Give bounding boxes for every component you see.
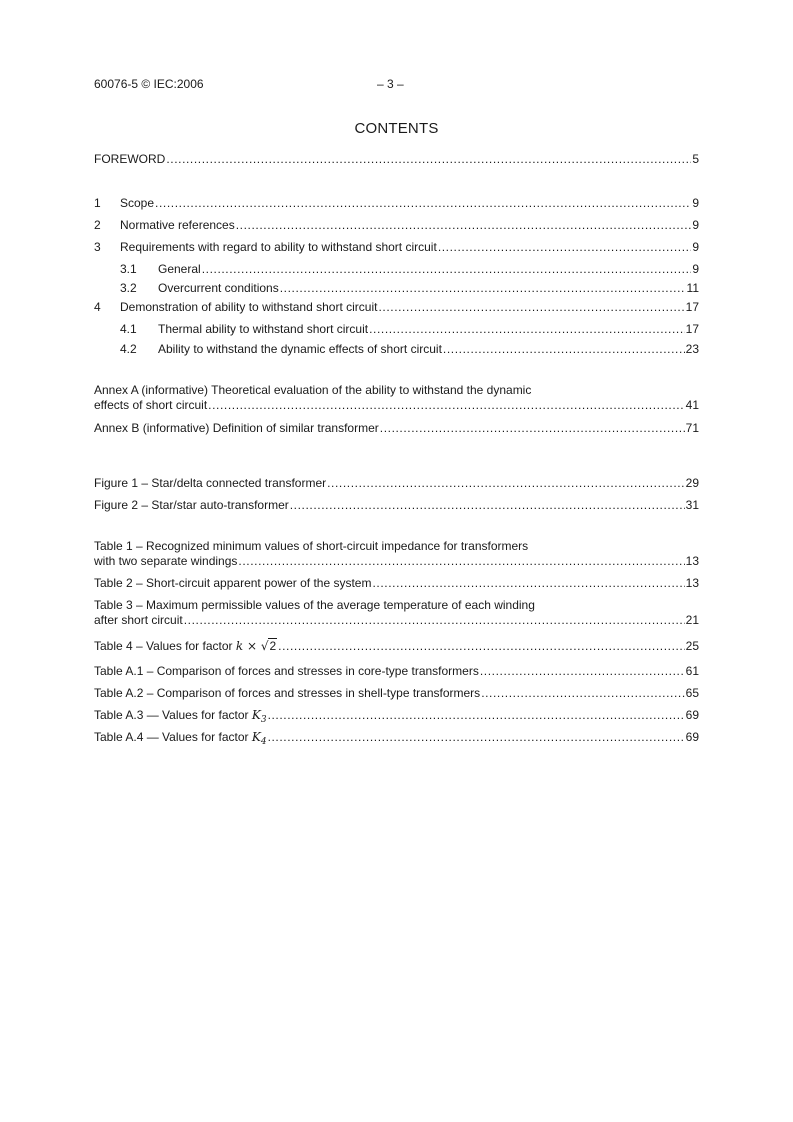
- page-number: – 3 –: [377, 77, 404, 91]
- sqrt-argument: 2: [269, 639, 277, 653]
- toc-entry-page: 31: [685, 498, 699, 512]
- toc-entry-label: [94, 639, 277, 654]
- toc-entry-label: Demonstration of ability to withstand short circuit: [120, 300, 378, 314]
- dot-leader: [372, 576, 684, 591]
- toc-entry-label: Annex B (informative) Definition of similar transformer: [94, 421, 379, 435]
- toc-entry-label: Ability to withstand the dynamic effects of short circuit: [158, 342, 442, 356]
- toc-entry-table[interactable]: [94, 708, 699, 723]
- toc-entry-page: 69: [685, 730, 699, 744]
- dot-leader: [268, 708, 685, 723]
- math-variable-k: k: [235, 639, 244, 653]
- toc-entry-label: Requirements with regard to ability to withstand short circuit: [120, 240, 437, 254]
- toc-entry-page: 17: [685, 300, 699, 314]
- multiply-symbol: ×: [243, 639, 261, 653]
- toc-entry-number: 2: [94, 218, 101, 232]
- toc-entry-page: 71: [685, 421, 699, 435]
- toc-entry-label: Scope: [120, 196, 155, 210]
- toc-entry-subsection[interactable]: [120, 322, 699, 337]
- dot-leader: [280, 281, 686, 296]
- toc-entry-page: 17: [685, 322, 699, 336]
- toc-entry-section[interactable]: [94, 196, 699, 211]
- dot-leader: [438, 240, 692, 255]
- dot-leader: [378, 300, 684, 315]
- toc-entry-page: 5: [692, 152, 699, 166]
- math-variable-K: K: [251, 730, 261, 744]
- page-title: CONTENTS: [354, 120, 439, 137]
- dot-leader: [238, 554, 684, 569]
- toc-entry-label: after short circuit: [94, 613, 183, 627]
- toc-entry-page: 21: [685, 613, 699, 627]
- dot-leader: [481, 686, 684, 701]
- toc-entry-label: Figure 2 – Star/star auto-transformer: [94, 498, 289, 512]
- toc-entry-page: 13: [685, 576, 699, 590]
- toc-entry-label-text: Table A.3 — Values for factor: [94, 708, 252, 722]
- toc-entry-table[interactable]: [94, 730, 699, 745]
- toc-entry-page: 9: [692, 240, 699, 254]
- toc-entry-label: with two separate windings: [94, 554, 238, 568]
- math-variable-K: K: [251, 708, 261, 722]
- toc-entry-table-1-line1: Table 1 – Recognized minimum values of short-circuit impedance for transformers: [94, 539, 529, 553]
- toc-entry-page: 65: [685, 686, 699, 700]
- toc-entry-page: 9: [692, 262, 699, 276]
- dot-leader: [327, 476, 685, 491]
- dot-leader: [202, 262, 692, 277]
- toc-entry-label: effects of short circuit: [94, 398, 208, 412]
- toc-entry-number: 3.1: [120, 262, 137, 276]
- dot-leader: [208, 398, 684, 413]
- toc-entry-annex-a-line1: Annex A (informative) Theoretical evaluation of the ability to withstand the dynamic: [94, 383, 532, 397]
- toc-entry-page: 25: [685, 639, 699, 653]
- toc-entry-page: 23: [685, 342, 699, 356]
- toc-entry-label: Table A.1 – Comparison of forces and stresses in core-type transformers: [94, 664, 479, 678]
- dot-leader: [443, 342, 685, 357]
- toc-entry-number: 3: [94, 240, 101, 254]
- toc-entry-table[interactable]: [94, 664, 699, 679]
- dot-leader: [184, 613, 685, 628]
- toc-entry-subsection[interactable]: [120, 262, 699, 277]
- dot-leader: [278, 639, 684, 654]
- toc-entry-figure[interactable]: [94, 476, 699, 491]
- dot-leader: [268, 730, 685, 745]
- dot-leader: [236, 218, 692, 233]
- toc-entry-label-text: Table A.4 — Values for factor: [94, 730, 252, 744]
- toc-entry-label: Figure 1 – Star/delta connected transformer: [94, 476, 327, 490]
- toc-entry-number: 4.1: [120, 322, 137, 336]
- toc-entry-section[interactable]: [94, 240, 699, 255]
- toc-entry-page: 69: [685, 708, 699, 722]
- toc-entry-page: 11: [686, 281, 699, 295]
- toc-entry-label: Normative references: [120, 218, 235, 232]
- toc-entry-page: 29: [685, 476, 699, 490]
- toc-entry-number: 4: [94, 300, 101, 314]
- toc-entry-foreword[interactable]: [94, 152, 699, 167]
- toc-entry-label: Table 2 – Short-circuit apparent power of the system: [94, 576, 372, 590]
- toc-entry-page: 61: [685, 664, 699, 678]
- toc-entry-page: 9: [692, 196, 699, 210]
- toc-entry-table[interactable]: [94, 554, 699, 569]
- toc-entry-number: 1: [94, 196, 101, 210]
- toc-entry-number: 3.2: [120, 281, 137, 295]
- toc-entry-table[interactable]: [94, 686, 699, 701]
- toc-entry-table[interactable]: [94, 639, 699, 654]
- toc-entry-annex[interactable]: [94, 421, 699, 436]
- toc-entry-label: Table A.2 – Comparison of forces and stresses in shell-type transformers: [94, 686, 481, 700]
- toc-entry-table[interactable]: [94, 613, 699, 628]
- toc-entry-label: FOREWORD: [94, 152, 166, 166]
- toc-entry-label: [94, 708, 267, 728]
- toc-entry-subsection[interactable]: [120, 342, 699, 357]
- toc-entry-table-3-line1: Table 3 – Maximum permissible values of the average temperature of each winding: [94, 598, 535, 612]
- dot-leader: [480, 664, 685, 679]
- dot-leader: [380, 421, 685, 436]
- toc-entry-label: [94, 730, 267, 750]
- toc-entry-table[interactable]: [94, 576, 699, 591]
- math-subscript: 3: [260, 715, 267, 725]
- toc-entry-section[interactable]: [94, 218, 699, 233]
- dot-leader: [369, 322, 685, 337]
- toc-entry-page: 9: [692, 218, 699, 232]
- toc-entry-label: Thermal ability to withstand short circuit: [158, 322, 369, 336]
- sqrt-symbol: √: [260, 639, 269, 653]
- document-reference: 60076-5 © IEC:2006: [94, 77, 204, 91]
- toc-entry-subsection[interactable]: [120, 281, 699, 296]
- toc-entry-section[interactable]: [94, 300, 699, 315]
- math-subscript: 4: [260, 737, 267, 747]
- toc-entry-annex[interactable]: [94, 398, 699, 413]
- toc-entry-page: 41: [685, 398, 699, 412]
- toc-entry-label-text: Table 4 – Values for factor: [94, 639, 236, 653]
- toc-entry-page: 13: [685, 554, 699, 568]
- toc-entry-number: 4.2: [120, 342, 137, 356]
- dot-leader: [166, 152, 691, 167]
- dot-leader: [290, 498, 685, 513]
- dot-leader: [155, 196, 691, 211]
- toc-entry-figure[interactable]: [94, 498, 699, 513]
- toc-entry-label: General: [158, 262, 201, 276]
- toc-entry-label: Overcurrent conditions: [158, 281, 279, 295]
